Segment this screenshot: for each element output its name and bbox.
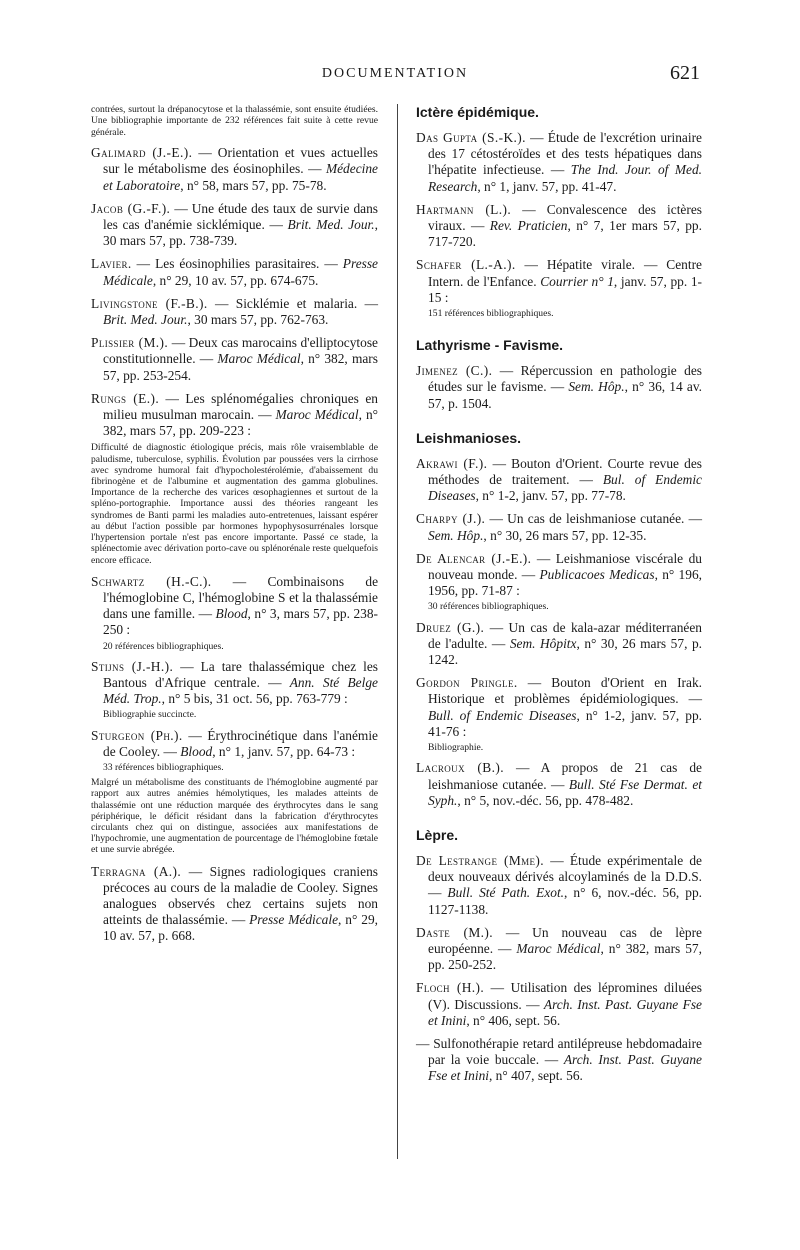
entry-author: Floch (H.).	[416, 980, 485, 996]
entry-title: — Les splénomégalies chroniques en milieu musulman marocain. —	[103, 390, 378, 423]
entry-author: Daste (M.).	[416, 924, 493, 940]
entry-journal: Sem. Hôp.	[428, 527, 484, 543]
entry-abstract: Difficulté de diagnostic étiologique précis, mais rôle vraisemblable de paludisme, tuberculose, syphilis. Évolution par poussées vers la cirrhose avec syndrome humoral fait d'hypocholestérolémie, d'abaissement du fibrinogène et de l'albumine et augmentation des gamma globulines. Importance de la recherche des varices œsophagiennes et surtout de la spléno-portographie. Importance aussi des théories rangeant les syndromes de Banti parmi les maladies auto-entretenues, laissant espérer au début l'action possible par hormones hypophysosurrénales lorsque l'hypertension portale n'est pas encore importante. Passé ce stade, la splénectomie avec dérivation porto-cave ou splénorénale reste quelquefois encore efficace.	[91, 442, 378, 566]
entry-journal: Maroc Médical	[516, 940, 601, 956]
bibliography-entry	[91, 256, 378, 288]
entry-author: Sturgeon (Ph.).	[91, 727, 183, 743]
entry-details: , n° 196, 1956, pp. 71-87 :	[428, 567, 702, 599]
entry-journal: Brit. Med. Jour.	[103, 312, 188, 328]
entry-title: — Sicklémie et malaria. —	[207, 295, 378, 311]
entry-title: — Hépatite virale. — Centre Intern. de l'Enfance.	[428, 257, 702, 289]
bibliography-entry	[416, 257, 702, 306]
entry-details: , n° 29, 10 av. 57, p. 668.	[103, 912, 378, 944]
entry-title: — Utilisation des lépromines diluées (V). Discussions. —	[428, 980, 702, 1012]
bibliography-entry	[416, 1036, 702, 1085]
entry-title: — Orientation et vues actuelles sur le métabolisme des éosinophiles. —	[103, 145, 378, 177]
entry-author: Galimard (J.-E.).	[91, 145, 193, 161]
bibliography-entry	[91, 659, 378, 708]
entry-journal: Bull. Sté Path. Exot.	[447, 885, 565, 901]
running-title: DOCUMENTATION	[321, 66, 469, 81]
entry-details: , n° 1-2, janv. 57, pp. 77-78.	[475, 488, 626, 504]
entry-journal: Sem. Hôp.	[568, 379, 625, 395]
entry-title: — A propos de 21 cas de leishmaniose cutanée. —	[428, 760, 703, 792]
entry-references: Bibliographie succincte.	[103, 709, 197, 721]
entry-journal: Rev. Praticien	[489, 218, 568, 234]
entry-details: , n° 30, 26 mars 57, pp. 12-35.	[483, 527, 647, 543]
entry-author: Akrawi (F.).	[416, 455, 488, 471]
entry-title: — Leishmaniose viscérale du nouveau monde. —	[428, 550, 702, 583]
entry-author: De Lestrange (Mme).	[416, 852, 545, 868]
bibliography-entry	[91, 728, 378, 760]
entry-title: — Une étude des taux de survie dans les cas d'anémie sicklémique. —	[103, 200, 378, 233]
bibliography-entry	[91, 335, 378, 384]
entry-title: — Un nouveau cas de lèpre européenne. —	[428, 924, 702, 956]
bibliography-entry	[416, 456, 702, 505]
bibliography-entry	[416, 925, 702, 974]
bibliography-entry	[91, 145, 378, 194]
entry-journal: Médecine et Laboratoire	[103, 161, 378, 193]
entry-journal: Courrier n° 1	[540, 273, 614, 289]
right-column	[416, 104, 702, 1092]
entry-author: Schafer (L.-A.).	[416, 257, 516, 273]
entry-author: Livingstone (F.-B.).	[91, 295, 208, 311]
entry-details: , n° 5, nov.-déc. 56, pp. 478-482.	[457, 792, 634, 808]
entry-details: , 30 mars 57, pp. 738-739.	[103, 217, 378, 249]
entry-abstract: Malgré un métabolisme des constituants de l'hémoglobine augmenté par rapport aux autres anémies hémolytiques, les malades atteints de thalassémie ont une réduction marquée des érythrocytes dans le sang périphérique, le déficit résidant dans la fabrication d'érythrocytes circulants chez qui on distingue, associées aux manifestations de l'hypochromie, une augmentation de pourcentage de l'hémoglobine fœtale et une survie abrégée.	[91, 777, 378, 856]
entry-title: — Signes radiologiques craniens précoces au cours de la maladie de Cooley. Signes analogues observés chez certains sujets non atteints de thalassémie. —	[103, 863, 378, 928]
entry-details: , n° 3, mars 57, pp. 238-250 :	[103, 606, 378, 638]
entry-details: , n° 1-2, janv. 57, pp. 41-76 :	[428, 707, 703, 739]
entry-journal: Blood	[180, 743, 213, 759]
entry-details: , n° 58, mars 57, pp. 75-78.	[180, 177, 327, 193]
entry-author: Hartmann (L.).	[416, 201, 512, 217]
bibliography-entry	[416, 551, 702, 600]
entry-author: Terragna (A.).	[91, 863, 182, 879]
entry-title: — Un cas de kala-azar méditerranéen de l'adulte. —	[428, 619, 702, 651]
left-column	[91, 104, 378, 952]
entry-author: Druez (G.).	[416, 619, 485, 635]
bibliography-entry	[416, 853, 702, 918]
entry-details: , n° 30, 26 mars 57, p. 1242.	[428, 635, 702, 668]
entry-journal: Bull. of Endemic Diseases	[428, 707, 577, 723]
entry-details: , n° 382, mars 57, pp. 209-223 :	[103, 407, 378, 439]
entry-title: — Érythrocinétique dans l'anémie de Cooley. —	[103, 727, 378, 759]
entry-journal: Maroc Médical	[217, 351, 301, 367]
entry-journal: Presse Médicale	[103, 256, 378, 288]
column-divider	[397, 104, 398, 1159]
entry-details: , n° 5 bis, 31 oct. 56, pp. 763-779 :	[161, 691, 348, 707]
page-header	[90, 62, 700, 96]
entry-journal: Arch. Inst. Past. Guyane Fse et Inini	[428, 1052, 702, 1084]
entry-author: De Alencar (J.-E.).	[416, 550, 532, 566]
entry-journal: Publicacoes Medicas	[539, 567, 655, 583]
bibliography-entry	[91, 574, 378, 639]
entry-author: Gordon Pringle.	[416, 675, 518, 691]
entry-journal: Presse Médicale	[249, 912, 339, 928]
entry-title: — Bouton d'Orient en Irak. Historique et problèmes épidémiologiques. —	[428, 675, 702, 707]
entry-journal: The Ind. Jour. of Med. Research	[428, 162, 702, 194]
entry-details: , n° 1, janv. 57, pp. 41-47.	[477, 178, 617, 194]
entry-title: — Les éosinophilies parasitaires. —	[131, 256, 343, 272]
entry-journal: Maroc Médical	[275, 407, 359, 423]
entry-journal: Blood	[215, 606, 248, 622]
bibliography-entry	[416, 363, 702, 412]
bibliography-entry	[416, 130, 702, 195]
bibliography-entry	[416, 980, 702, 1029]
bibliography-entry	[91, 391, 378, 440]
entry-journal: Bul. of Endemic Diseases	[428, 472, 703, 504]
entry-title: — Répercussion en pathologie des études sur le favisme. —	[428, 363, 703, 395]
entry-title: — Étude expérimentale de deux nouveaux dérivés alcoylaminés de la D.D.S. —	[428, 852, 702, 901]
entry-title: — Combinaisons de l'hémoglobine C, l'hémoglobine S et la thalassémie dans une famille. —	[103, 573, 379, 622]
bibliography-entry	[416, 760, 702, 809]
entry-author: Rungs (E.).	[91, 390, 160, 406]
section-heading: Leishmanioses.	[416, 429, 522, 446]
page-number: 621	[670, 62, 700, 84]
continuation-text: contrées, surtout la drépanocytose et la thalassémie, sont ensuite étudiées. Une bibliographie importante de 232 références fait suite à cette revue générale.	[91, 104, 378, 138]
entry-journal: Brit. Med. Jour.	[287, 217, 375, 233]
entry-details: , n° 6, nov.-déc. 56, pp. 1127-1138.	[428, 885, 702, 917]
entry-references: 20 références bibliographiques.	[103, 640, 224, 652]
entry-references: 30 références bibliographiques.	[428, 601, 549, 613]
section-heading: Lèpre.	[416, 826, 459, 843]
bibliography-entry	[91, 296, 378, 328]
entry-details: , n° 1, janv. 57, pp. 64-73 :	[212, 743, 356, 759]
entry-title: — Un cas de leishmaniose cutanée. —	[485, 511, 702, 527]
entry-references: 151 références bibliographiques.	[428, 308, 554, 320]
bibliography-entry	[91, 201, 378, 250]
entry-journal: Ann. Sté Belge Méd. Trop.	[103, 674, 378, 707]
bibliography-entry	[416, 675, 702, 740]
entry-details: , n° 29, 10 av. 57, pp. 674-675.	[152, 272, 319, 288]
entry-author: Lacroux (B.).	[416, 760, 504, 776]
entry-details: , 30 mars 57, pp. 762-763.	[187, 312, 329, 328]
entry-title: — Sulfonothérapie retard antilépreuse hebdomadaire par la voie buccale. —	[416, 1035, 702, 1068]
entry-title: — Bouton d'Orient. Courte revue des méthodes de traitement. —	[428, 455, 702, 488]
entry-references: Bibliographie.	[428, 742, 484, 754]
entry-details: , n° 7, 1er mars 57, pp. 717-720.	[428, 218, 702, 250]
section-heading: Lathyrisme - Favisme.	[416, 337, 564, 354]
entry-details: , n° 382, mars 57, pp. 253-254.	[103, 351, 378, 383]
entry-title: — La tare thalassémique chez les Bantous d'Afrique centrale. —	[103, 658, 378, 690]
entry-journal: Bull. Sté Fse Dermat. et Syph.	[428, 776, 702, 808]
bibliography-entry	[416, 202, 702, 251]
entry-author: Jacob (G.-F.).	[91, 200, 171, 216]
entry-details: , janv. 57, pp. 1-15 :	[428, 273, 703, 305]
section-heading: Ictère épidémique.	[416, 104, 539, 120]
entry-details: , n° 406, sept. 56.	[466, 1012, 561, 1028]
entry-details: , n° 36, 14 av. 57, p. 1504.	[428, 379, 702, 411]
entry-journal: Arch. Inst. Past. Guyane Fse et Inini	[428, 996, 703, 1028]
entry-details: , n° 382, mars 57, pp. 250-252.	[428, 940, 702, 973]
entry-author: Stijns (J.-H.).	[91, 658, 174, 674]
entry-author: Lavier.	[91, 256, 132, 272]
entry-title: — Deux cas marocains d'elliptocytose constitutionnelle. —	[103, 335, 378, 367]
entry-author: Das Gupta (S.-K.).	[416, 130, 526, 145]
bibliography-entry	[416, 620, 702, 669]
bibliography-entry	[91, 864, 378, 945]
entry-title: — Convalescence des ictères viraux. —	[428, 201, 702, 234]
entry-author: Schwartz (H.-C.).	[91, 573, 212, 589]
entry-author: Charpy (J.).	[416, 511, 486, 527]
entry-title: — Étude de l'excrétion urinaire des 17 cétostéroïdes et des tests hépatiques dans l'hépatite infectieuse. —	[428, 130, 702, 178]
entry-journal: Sem. Hôpitx	[509, 635, 577, 651]
entry-author: Jimenez (C.).	[416, 363, 493, 379]
entry-references: 33 références bibliographiques.	[103, 761, 224, 773]
entry-details: , n° 407, sept. 56.	[488, 1068, 583, 1084]
bibliography-entry	[416, 511, 702, 543]
entry-author: Plissier (M.).	[91, 335, 169, 351]
